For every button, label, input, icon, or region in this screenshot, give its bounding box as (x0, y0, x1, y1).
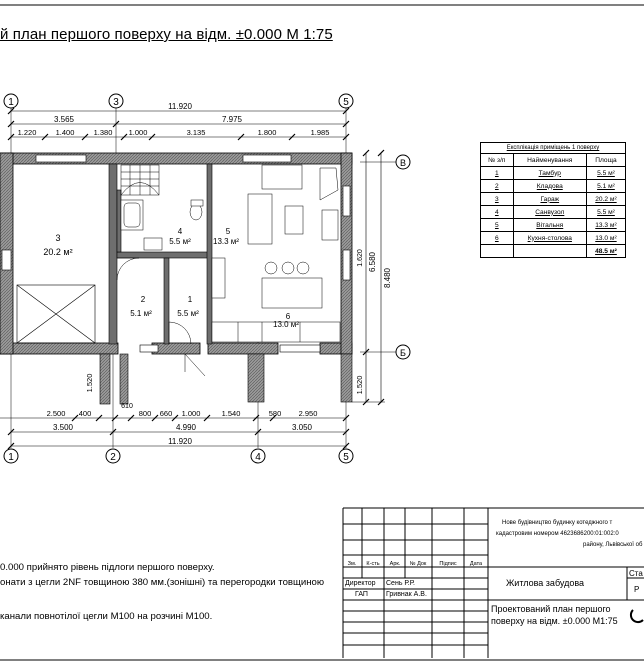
axis-bubble-bottom-2 (106, 449, 120, 463)
cell-name: Санвузол (513, 206, 586, 219)
dim-bottom-c: 610 (121, 403, 133, 410)
dim-bottom-row2-b: 4.990 (175, 423, 197, 432)
dim-bottom-a: 2.500 (46, 409, 66, 418)
cell-num: 3 (481, 193, 514, 206)
table-total-row (481, 245, 626, 258)
stamp-sheet-title-1: Проектований план першого (491, 604, 611, 614)
stamp-h3: № Док (409, 561, 427, 567)
explication-header-num: № з/п (481, 154, 514, 167)
cell-area: 5.5 м² (586, 167, 625, 180)
cell-name: Гараж (513, 193, 586, 206)
room-6-num: 6 (285, 312, 291, 321)
dim-bottom-g: 1.540 (221, 409, 241, 418)
svg-text:1: 1 (8, 97, 14, 108)
axis-bubble-bottom-1 (4, 449, 18, 463)
table-row (481, 193, 626, 206)
dim-bottom-e: 660 (159, 409, 173, 418)
svg-text:4: 4 (255, 452, 261, 463)
explication-total: 48.5 м² (586, 245, 625, 258)
dim-top-e: 3.135 (186, 128, 206, 137)
stamp-h2: Арк. (389, 561, 401, 567)
explication-header-name: Найменування (513, 154, 586, 167)
room-1-area: 5.5 м² (177, 309, 199, 318)
table-row (481, 167, 626, 180)
axis-bubble-bottom-5 (339, 449, 353, 463)
stamp-project-2: кадастровим номером 4623686200:01:002:0 (496, 531, 619, 537)
room-1-num: 1 (187, 295, 193, 304)
svg-text:1: 1 (8, 452, 14, 463)
room-3-area: 20.2 м² (43, 247, 73, 257)
garage-pit (17, 285, 95, 343)
svg-text:Б: Б (400, 348, 406, 358)
stamp-role2: ГАП (355, 591, 368, 598)
cell-name: Тамбур (513, 167, 586, 180)
dim-top-c: 1.380 (93, 128, 113, 137)
room-4-area: 5.5 м² (169, 237, 191, 246)
cell-area: 20.2 м² (586, 193, 625, 206)
dim-top-total: 11.920 (168, 102, 192, 111)
stamp-h5: Дата (469, 561, 483, 567)
stairs (121, 165, 159, 195)
kitchen-furniture (212, 262, 340, 342)
note-2: онати з цегли 2NF товщиною 380 мм.(зонішні) та перегородки товщиною (0, 577, 325, 588)
cell-num: 6 (481, 232, 514, 245)
stamp-h0: Зм. (347, 561, 357, 567)
table-row (481, 232, 626, 245)
stamp-project-1: Нове будівництво будинку котеджного т (502, 520, 613, 526)
dim-top-a: 1.220 (17, 128, 37, 137)
dim-bottom-d: 800 (138, 409, 152, 418)
cell-name: Кухня-столова (513, 232, 586, 245)
dim-bottom-row2-c: 3.050 (291, 423, 313, 432)
cell-area: 5.5 м² (586, 206, 625, 219)
right-dimensions (352, 150, 385, 405)
axis-bubble-B (396, 345, 410, 359)
stamp-name2: Гривнак А.В. (386, 591, 427, 598)
explication-caption: Експлікація приміщень 1 поверху (481, 143, 626, 154)
room-2-area: 5.1 м² (130, 309, 152, 318)
dim-top-1: 3.565 (53, 115, 75, 124)
table-row (481, 219, 626, 232)
cell-empty (513, 245, 586, 258)
room-6-area: 13.0 м² (273, 320, 299, 329)
axis-bubble-top-5 (339, 94, 353, 108)
stamp-project-3: району, Львівської об (583, 542, 643, 548)
drawing-title: й план першого поверху на відм. ±0.000 М 1:75 (0, 26, 333, 43)
dim-bottom-total: 11.920 (168, 437, 192, 446)
cell-area: 13.0 м² (586, 232, 625, 245)
svg-text:2: 2 (110, 452, 116, 463)
dim-top-2: 7.975 (221, 115, 243, 124)
axis-bubble-bottom-4 (251, 449, 265, 463)
cell-name: Вітальня (513, 219, 586, 232)
company-logo (631, 610, 643, 622)
dim-left-vertical: 1.520 (85, 373, 94, 393)
room-5-num: 5 (225, 227, 231, 236)
svg-text:В: В (399, 158, 407, 168)
dim-bottom-i: 2.950 (298, 409, 318, 418)
room-2-num: 2 (140, 295, 146, 304)
dim-bottom-h: 580 (268, 409, 282, 418)
explication-header-area: Площа (586, 154, 625, 167)
svg-text:5: 5 (343, 452, 349, 463)
axis-bubble-top-1 (4, 94, 18, 108)
stamp-sheet-title-2: поверху на відм. ±0.000 М1:75 (491, 616, 618, 626)
svg-text:3: 3 (113, 97, 119, 108)
dim-top-d: 1.000 (128, 128, 148, 137)
note-1: 0.000 прийнято рівень підлоги першого поверху. (0, 562, 215, 573)
cell-empty (481, 245, 514, 258)
room-5-area: 13.3 м² (213, 237, 239, 246)
stamp-stage-value: Р (634, 585, 640, 594)
stamp-object: Житлова забудова (506, 578, 585, 588)
porch-columns (100, 354, 352, 404)
dim-bottom-row2-a: 3.500 (52, 423, 74, 432)
dim-bottom-b: 400 (78, 409, 92, 418)
axis-bubble-V (396, 155, 410, 169)
table-row (481, 206, 626, 219)
dim-right-3: 1.520 (355, 375, 364, 395)
dim-top-f: 1.800 (257, 128, 277, 137)
cell-num: 4 (481, 206, 514, 219)
cell-num: 2 (481, 180, 514, 193)
stamp-stage-label: Ста (629, 569, 643, 578)
explication-table (480, 142, 626, 258)
cell-area: 5.1 м² (586, 180, 625, 193)
stamp-h1: К-сть (366, 561, 380, 567)
cell-area: 13.3 м² (586, 219, 625, 232)
axis-bubble-top-3 (109, 94, 123, 108)
dim-top-g: 1.985 (310, 128, 330, 137)
dim-right-1: 6.580 (368, 251, 377, 273)
stamp-role1: Директор (345, 580, 376, 587)
room-4-num: 4 (177, 227, 183, 236)
dim-top-b: 1.400 (55, 128, 75, 137)
table-row (481, 180, 626, 193)
room-3-num: 3 (55, 233, 61, 243)
note-3: канали повнотілої цегли М100 на розчині М100. (0, 611, 213, 622)
stamp-name1: Сень Р.Р. (386, 580, 415, 587)
dim-bottom-f: 1.000 (181, 409, 201, 418)
svg-text:5: 5 (343, 97, 349, 108)
dim-right-top: 1.620 (357, 249, 364, 267)
cell-num: 5 (481, 219, 514, 232)
stamp-h4: Підпис (439, 561, 457, 567)
dim-right-2: 8.480 (383, 267, 392, 289)
cell-num: 1 (481, 167, 514, 180)
cell-name: Кладова (513, 180, 586, 193)
